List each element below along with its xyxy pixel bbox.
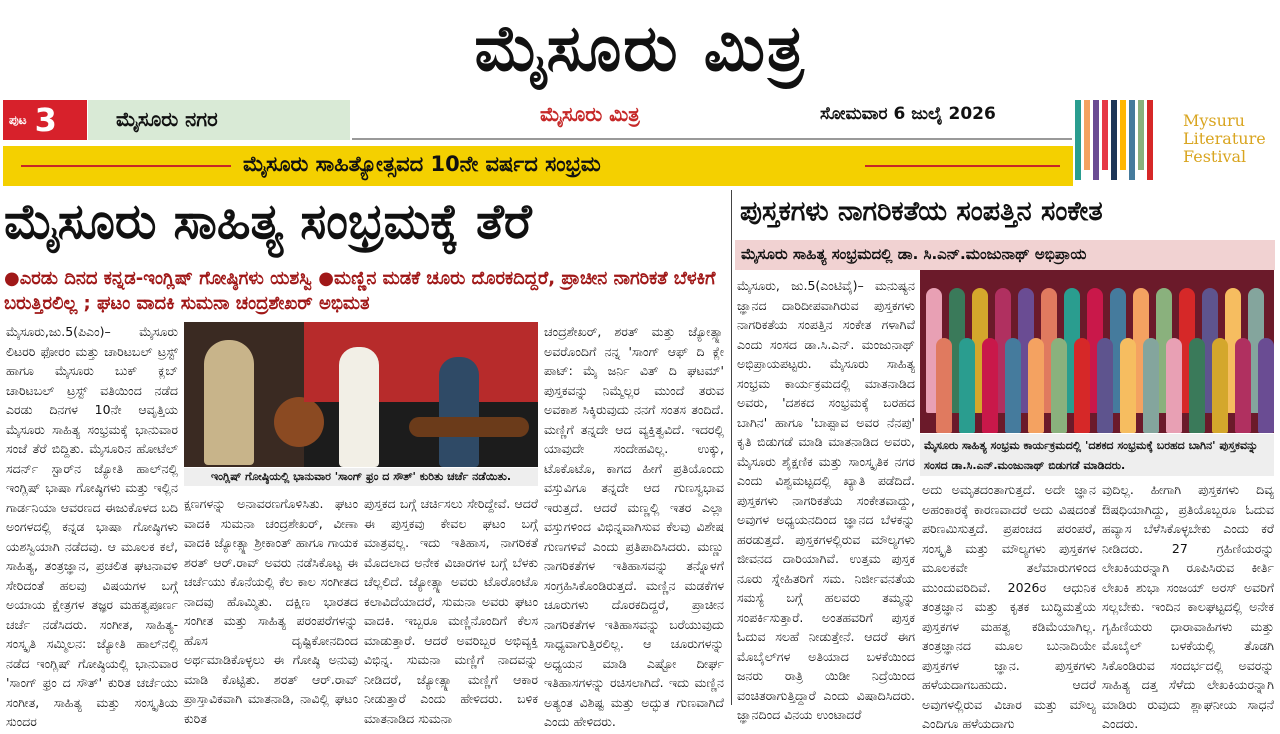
logo-bar: [1102, 100, 1108, 170]
ghatam-pot: [274, 397, 324, 447]
right-headline: ಪುಸ್ತಕಗಳು ನಾಗರಿಕತೆಯ ಸಂಪತ್ತಿನ ಸಂಕೇತ: [740, 196, 1103, 227]
banner-text: ಮೈಸೂರು ಸಾಹಿತ್ಯೋತ್ಸವದ 10ನೇ ವರ್ಷದ ಸಂಭ್ರಮ: [243, 152, 601, 176]
page-label: ಪುಟ: [9, 112, 27, 127]
page-number-box: [3, 100, 87, 140]
newspaper-title: ಮೈಸೂರು ಮಿತ್ರ: [474, 11, 806, 86]
right-col-2: ಅದು ಅಮೃತದಂತಾಗುತ್ತದೆ. ಅದೇ ಜ್ಞಾನ ಅಹಂಕಾರಕ್ಕೆ ಕಾರಣವಾದರೆ ಅದು ವಿಷದಂತೆ ಪರಿಣಮಿಸುತ್ತದೆ. ಪ್ರಪಂಚದ ಪರಂಪರೆ, ಸಂಸ್ಕೃತಿ ಮತ್ತು ಮೌಲ್ಯಗಳು ಪುಸ್ತಕಗಳ ಮೂಲಕವೇ ತಲೆಮಾರುಗಳಿಂದ ಮುಂದುವರಿದಿವೆ. 2026ರ ಆಧುನಿಕ ತಂತ್ರಜ್ಞಾನ ಮತ್ತು ಕೃತಕ ಬುದ್ಧಿಮತ್ತೆಯ ಪುಸ್ತಕಗಳ ಮಹತ್ವ ಕಡಿಮೆಯಾಗಿಲ್ಲ. ತಂತ್ರಜ್ಞಾನದ ಮೂಲ ಬುನಾದಿಯೇ ಪುಸ್ತಕಗಳ ಜ್ಞಾನ. ಪುಸ್ತಕಗಳು ಹಳೆಯದಾಗಬಹುದು. ಆದರೆ ಅವುಗಳಲ್ಲಿರುವ ವಿಚಾರ ಮತ್ತು ಮೌಲ್ಯ ಎಂದಿಗೂ ಹಳೆಯದಾಗು: [922, 482, 1096, 731]
logo-text: [1183, 112, 1266, 166]
group-photo-person: [959, 338, 975, 433]
group-photo-person: [1051, 338, 1067, 433]
masthead: [0, 0, 1280, 98]
banner-rule-left: [21, 165, 231, 167]
column-divider: [731, 190, 732, 705]
logo-bar: [1075, 100, 1081, 180]
singer-figure: [339, 347, 379, 467]
left-col-3: ಪುಸ್ತಕದ ಬಗ್ಗೆ ಚರ್ಚಿಸಲು ಸೇರಿದ್ದೇವೆ. ಆದರೆ ಈ ಪುಸ್ತಕವು ಕೇವಲ ಘಟಂ ಬಗ್ಗೆ ಮಾತ್ರವಲ್ಲ. ಇದು ಇತಿಹಾಸ, ನಾಗರಿಕತೆ ಮೊದಲಾದ ಅನೇಕ ವಿಚಾರಗಳ ಬಗ್ಗೆ ಬೆಳಕು ಚೆಲ್ಲಲಿದೆ. ಜ್ಯೋತ್ಸ್ನಾ ಅವರು ಟೊರೊಂಟೊ ಕಲಾವಿದೆಯಾದರೆ, ಸುಮನಾ ಅವರು ಘಟಂ ವಾದಕಿ. ಇಬ್ಬರೂ ಮಣ್ಣಿನೊಂದಿಗೆ ಕೆಲಸ ಮಾಡುತ್ತಾರೆ. ಆದರೆ ಅವರಿಬ್ಬರ ಅಭಿವ್ಯಕ್ತಿ ವಿಭಿನ್ನ. ಸುಮನಾ ಮಣ್ಣಿಗೆ ನಾದವನ್ನು ನೀಡಿದರೆ, ಜ್ಯೋತ್ಸ್ನಾ ಮಣ್ಣಿಗೆ ಆಕಾರ ನೀಡುತ್ತಾರೆ ಎಂದು ಹೇಳಿದರು. ಬಳಿಕ ಮಾತನಾಡಿದ ಸುಮನಾ: [364, 496, 538, 726]
mini-masthead: ಮೈಸೂರು ಮಿತ್ರ: [540, 102, 640, 126]
right-subhead: ಮೈಸೂರು ಸಾಹಿತ್ಯ ಸಂಭ್ರಮದಲ್ಲಿ ಡಾ. ಸಿ.ಎನ್.ಮಂಜುನಾಥ್ ಅಭಿಪ್ರಾಯ: [741, 245, 1087, 263]
group-photo-person: [1028, 338, 1044, 433]
logo-line-2: Literature: [1183, 129, 1266, 148]
group-photo-person: [1235, 338, 1251, 433]
right-photo: [920, 270, 1274, 433]
group-photo-person: [1005, 338, 1021, 433]
dateline: ಸೋಮವಾರ 6 ಜುಲೈ 2026: [820, 104, 996, 124]
right-subhead-box: [735, 240, 1275, 270]
group-photo-person: [1189, 338, 1205, 433]
logo-line-3: Festival: [1183, 147, 1247, 166]
group-photo-person: [1212, 338, 1228, 433]
logo-bar: [1147, 100, 1153, 180]
page-number: 3: [34, 101, 57, 139]
group-photo-person: [936, 338, 952, 433]
left-subhead: ●ಎರಡು ದಿನದ ಕನ್ನಡ-ಇಂಗ್ಲಿಷ್ ಗೋಷ್ಠಿಗಳು ಯಶಸ್ವಿ ●ಮಣ್ಣಿನ ಮಡಕೆ ಚೂರು ದೊರಕದಿದ್ದರೆ, ಪ್ರಾಚೀನ ನಾಗರಿಕತೆ ಬೆಳಕಿಗೆ ಬರುತ್ತಿರಲಿಲ್ಲ ; ಘಟಂ ವಾದಕಿ ಸುಮನಾ ಚಂದ್ರಶೇಖರ್ ಅಭಿಮತ: [4, 268, 716, 314]
group-photo-person: [1258, 338, 1274, 433]
festival-logo: [1075, 98, 1277, 183]
header-rule: [352, 138, 1072, 140]
left-col-2: ಕ್ಷಣಗಳನ್ನು ಅನಾವರಣಗೊಳಿಸಿತು. ಘಟಂ ವಾದಕಿ ಸುಮನಾ ಚಂದ್ರಶೇಖರ್, ವೀಣಾ ವಾದಕಿ ಜ್ಯೋತ್ಸ್ನಾ ಶ್ರೀಕಾಂತ್ ಹಾಗೂ ಗಾಯಕ ಶರತ್ ಆರ್.ರಾವ್ ಅವರು ನಡೆಸಿಕೊಟ್ಟ ಈ ಚರ್ಚೆಯು ಕೊನೆಯಲ್ಲಿ ಕೆಲ ಕಾಲ ಸಂಗೀತದ ನಾದವು ಹೊಮ್ಮಿತು. ದಕ್ಷಿಣ ಭಾರತದ ಸಂಗೀತ ಮತ್ತು ಸಾಹಿತ್ಯ ಪರಂಪರೆಗಳನ್ನು ಹೊಸ ದೃಷ್ಟಿಕೋನದಿಂದ ಅರ್ಥಮಾಡಿಕೊಳ್ಳಲು ಈ ಗೋಷ್ಠಿ ಅನುವು ಮಾಡಿ ಕೊಟ್ಟಿತು. ಶರತ್ ಆರ್.ರಾವ್ ಪ್ರಾಸ್ತಾವಿಕವಾಗಿ ಮಾತನಾಡಿ, ನಾವಿಲ್ಲಿ ಘಟಂ ಕುರಿತ: [184, 496, 358, 726]
left-col-1: ಮೈಸೂರು,ಜು.5(ಪಿಎಂ)– ಮೈಸೂರು ಲಿಟರರಿ ಫೋರಂ ಮತ್ತು ಚಾರಿಟಬಲ್ ಟ್ರಸ್ಟ್ ಹಾಗೂ ಮೈಸೂರು ಬುಕ್ ಕ್ಲಬ್ ಚಾರಿಟಬಲ್ ಟ್ರಸ್ಟ್ ವತಿಯಿಂದ ನಡೆದ ಎರಡು ದಿನಗಳ 10ನೇ ಆವೃತ್ತಿಯ ಮೈಸೂರು ಸಾಹಿತ್ಯ ಸಂಭ್ರಮಕ್ಕೆ ಭಾನುವಾರ ಸಂಜೆ ತೆರೆ ಬಿದ್ದಿತು. ಮೈಸೂರಿನ ಹೋಟೆಲ್ ಸದರ್ನ್ ಸ್ಟಾರ್‌ನ ಜ್ಯೋತಿ ಹಾಲ್‌ನಲ್ಲಿ ಇಂಗ್ಲಿಷ್ ಭಾಷಾ ಗೋಷ್ಠಿಗಳು ಮತ್ತು ಇಲ್ಲಿನ ಗಾರ್ಡನಿಯಾ ಆವರಣದ ಈಜುಕೊಳದ ಬದಿ ಅಂಗಳದಲ್ಲಿ ಕನ್ನಡ ಭಾಷಾ ಗೋಷ್ಠಿಗಳು ಯಶಸ್ವಿಯಾಗಿ ನಡೆದವು. ಆ ಮೂಲಕ ಕಲೆ, ಸಾಹಿತ್ಯ, ತಂತ್ರಜ್ಞಾನ, ಪ್ರಚಲಿತ ಘಟನಾವಳಿ ಸೇರಿದಂತೆ ಹಲವು ವಿಷಯಗಳ ಬಗ್ಗೆ ಅಯಾಯ ಕ್ಷೇತ್ರಗಳ ತಜ್ಞರ ಮಹತ್ವಪೂರ್ಣ ಚರ್ಚೆ ನಡೆಸಿದರು. ಸಂಗೀತ, ಸಾಹಿತ್ಯ-ಸಂಸ್ಕೃತಿ ಸಮ್ಮಿಲನ: ಜ್ಯೋತಿ ಹಾಲ್‌ನಲ್ಲಿ ನಡೆದ ಇಂಗ್ಲಿಷ್ ಗೋಷ್ಠಿಯಲ್ಲಿ ಭಾನುವಾರ 'ಸಾಂಗ್ ಫ್ರಂ ದ ಸೌತ್' ಕುರಿತ ಚರ್ಚೆಯು ಸಂಗೀತ, ಸಾಹಿತ್ಯ ಮತ್ತು ಸಂಸ್ಕೃತಿಯ ಸುಂದರ: [6, 324, 178, 729]
group-photo-person: [1074, 338, 1090, 433]
group-photo-person: [1120, 338, 1136, 433]
logo-bar: [1120, 100, 1126, 170]
logo-bar: [1111, 100, 1117, 180]
logo-bar: [1138, 100, 1144, 170]
left-photo-caption: ಇಂಗ್ಲಿಷ್ ಗೋಷ್ಠಿಯಲ್ಲಿ ಭಾನುವಾರ 'ಸಾಂಗ್ ಫ್ರಂ ದ ಸೌತ್' ಕುರಿತು ಚರ್ಚೆ ನಡೆಯಿತು.: [184, 468, 538, 486]
logo-bar: [1093, 100, 1099, 180]
veena-instrument: [409, 417, 529, 437]
logo-line-1: Mysuru: [1183, 111, 1245, 130]
logo-bar: [1129, 100, 1135, 180]
section-name: ಮೈಸೂರು ನಗರ: [116, 107, 218, 131]
left-col-4: ಚಂದ್ರಶೇಖರ್, ಶರತ್ ಮತ್ತು ಜ್ಯೋತ್ಸ್ನಾ ಅವರೊಂದಿಗೆ ನನ್ನ 'ಸಾಂಗ್ ಆಫ್ ದಿ ಕ್ಲೇ ಪಾಟ್: ಮೈ ಜರ್ನಿ ವಿತ್ ದಿ ಘಟಮ್' ಪುಸ್ತಕವನ್ನು ನಿಮ್ಮೆಲ್ಲರ ಮುಂದೆ ತರುವ ಅವಕಾಶ ಸಿಕ್ಕಿರುವುದು ನನಗೆ ಸಂತಸ ತಂದಿದೆ. ಮಣ್ಣಿಗೆ ತನ್ನದೇ ಆದ ವ್ಯಕ್ತಿತ್ವವಿದೆ. ಇದರಲ್ಲಿ ಯಾವುದೇ ಸಂದೇಹವಿಲ್ಲ. ಉಕ್ಕು, ಟೊಕೊಟೊ, ಕಾಗದ ಹೀಗೆ ಪ್ರತಿಯೊಂದು ವಸ್ತುವಿಗೂ ತನ್ನದೇ ಆದ ಗುಣಸ್ವಭಾವ ಇರುತ್ತದೆ. ಆದರೆ ಮಣ್ಣಲ್ಲಿ ಇತರ ಎಲ್ಲಾ ವಸ್ತುಗಳಿಂದ ವಿಭಿನ್ನವಾಗಿಸುವ ಕೆಲವು ವಿಶೇಷ ಗುಣಗಳಿವೆ ಎಂದು ಪ್ರತಿಪಾದಿಸಿದರು. ಮಣ್ಣು ನಾಗರಿಕತೆಗಳ ಇತಿಹಾಸವನ್ನು ತನ್ನೊಳಗೆ ಸಂಗ್ರಹಿಸಿಕೊಂಡಿರುತ್ತದೆ. ಮಣ್ಣಿನ ಮಡಕೆಗಳ ಚೂರುಗಳು ದೊರಕದಿದ್ದರೆ, ಪ್ರಾಚೀನ ನಾಗರಿಕತೆಗಳ ಇತಿಹಾಸವನ್ನು ಬರೆಯುವುದು ಸಾಧ್ಯವಾಗುತ್ತಿರಲಿಲ್ಲ. ಆ ಚೂರುಗಳನ್ನು ಅಧ್ಯಯನ ಮಾಡಿ ಎಷ್ಟೋ ದೀರ್ಘ ಇತಿಹಾಸಗಳನ್ನು ರಚಿಸಲಾಗಿದೆ. ಇದು ಮಣ್ಣಿನ ಅತ್ಯಂತ ವಿಶಿಷ್ಟ ಮತ್ತು ಅದ್ಭುತ ಗುಣವಾಗಿದೆ ಎಂದು ಹೇಳಿದರು.: [544, 324, 724, 729]
section-name-box: [88, 100, 350, 140]
banner-rule-right: [865, 165, 1060, 167]
veena-player-figure: [439, 357, 479, 467]
left-photo: [184, 322, 538, 467]
anniversary-banner: [3, 146, 1073, 186]
speaker-figure: [204, 340, 254, 465]
group-photo-person: [1097, 338, 1113, 433]
right-col-3: ವುದಿಲ್ಲ. ಹೀಗಾಗಿ ಪುಸ್ತಕಗಳು ದಿವ್ಯ ಔಷಧಿಯಾಗಿದ್ದು, ಪ್ರತಿಯೊಬ್ಬರೂ ಓದುವ ಹವ್ಯಾಸ ಬೆಳೆಸಿಕೊಳ್ಳಬೇಕು ಎಂದು ಕರೆ ನೀಡಿದರು. 27 ಗ್ರಹಿಣಿಯರನ್ನು ಲೇಖಕಿಯರನ್ನಾಗಿ ರೂಪಿಸಿರುವ ಕೀರ್ತಿ ಲೇಖಕಿ ಶುಭಾ ಸಂಜಯ್ ಅರಸ್ ಅವರಿಗೆ ಸಲ್ಲಬೇಕು. ಇಂದಿನ ಕಾಲಘಟ್ಟದಲ್ಲಿ ಅನೇಕ ಗೃಹಿಣಿಯರು ಧಾರಾವಾಹಿಗಳು ಮತ್ತು ಮೊಬೈಲ್ ಬಳಕೆಯಲ್ಲಿ ತೊಡಗಿ ಸಿಕೊಂಡಿರುವ ಸಂದರ್ಭದಲ್ಲಿ ಅವರನ್ನು ಸಾಹಿತ್ಯ ದತ್ತ ಸೆಳೆದು ಲೇಖಕಿಯರನ್ನಾಗಿ ಮಾಡಿರು ರುವುದು ಶ್ಲಾಘನೀಯ ಸಾಧನೆ ಎಂದರು.: [1102, 482, 1274, 731]
right-col-1: ಮೈಸೂರು, ಜು.5(ಎಂಟಿವೈ)– ಮನುಷ್ಯನ ಜ್ಞಾನದ ದಾರಿದೀಪವಾಗಿರುವ ಪುಸ್ತಕಗಳು ನಾಗರಿಕತೆಯ ಸಂಪತ್ತಿನ ಸಂಕೇತ ಗಳಾಗಿವೆ ಎಂದು ಸಂಸದ ಡಾ.ಸಿ.ಎನ್. ಮಂಜುನಾಥ್ ಅಭಿಪ್ರಾಯಪಟ್ಟರು. ಮೈಸೂರು ಸಾಹಿತ್ಯ ಸಂಭ್ರಮ ಕಾರ್ಯಕ್ರಮದಲ್ಲಿ ಮಾತನಾಡಿದ ಅವರು, 'ದಶಕದ ಸಂಭ್ರಮಕ್ಕೆ ಬರಹದ ಬಾಗಿನ' ಹಾಗೂ 'ಬಾಪ್ಪಾವ ಅವರ ನೆನಪು' ಕೃತಿ ಬಿಡುಗಡೆ ಮಾಡಿ ಮಾತನಾಡಿದ ಅವರು, ಮೈಸೂರು ಶೈಕ್ಷಣಿಕ ಮತ್ತು ಸಾಂಸ್ಕೃತಿಕ ನಗರ ಎಂದು ವಿಶ್ವಮಟ್ಟದಲ್ಲಿ ಖ್ಯಾತಿ ಪಡೆದಿದೆ. ಪುಸ್ತಕಗಳು ನಾಗರಿಕತೆಯ ಸಂಕೇತವಾದ್ದು, ಅವುಗಳ ಅಧ್ಯಯನದಿಂದ ಜ್ಞಾನದ ಬೆಳಕನ್ನು ಹರಡುತ್ತದೆ. ಪುಸ್ತಕಗಳಲ್ಲಿರುವ ಮೌಲ್ಯಗಳು ಜೀವನದ ದಾರಿಯಾಗಿವೆ. ಉತ್ತಮ ಪುಸ್ತಕ ನೂರು ಸ್ನೇಹಿತರಿಗೆ ಸಮ. ನಿರ್ಜೀವನತೆಯ ಸಮಸ್ಯೆ ಬಗ್ಗೆ ಹಲವರು ತಮ್ಮನ್ನು ಸಂಪರ್ಕಿಸುತ್ತಾರೆ. ಅಂತಹವರಿಗೆ ಪುಸ್ತಕ ಓದುವ ಸಲಹೆ ನೀಡುತ್ತೇನೆ. ಆದರೆ ಈಗ ಮೊಬೈಲ್‌ಗಳ ಅತಿಯಾದ ಬಳಕೆಯಿಂದ ಜನರು ರಾತ್ರಿ ಯಿಡೀ ನಿದ್ರೆಯಿಂದ ವಂಚಿತರಾಗುತ್ತಿದ್ದಾರೆ ಎಂದು ವಿಷಾದಿಸಿದರು. ಜ್ಞಾನದಿಂದ ವಿನಯ ಉಂಟಾದರೆ: [737, 278, 915, 722]
group-photo-person: [1166, 338, 1182, 433]
logo-bars-icon: [1075, 100, 1153, 180]
right-photo-caption: ಮೈಸೂರು ಸಾಹಿತ್ಯ ಸಂಭ್ರಮ ಕಾರ್ಯಕ್ರಮದಲ್ಲಿ 'ದಶಕದ ಸಂಭ್ರಮಕ್ಕೆ ಬರಹದ ಬಾಗಿನ' ಪುಸ್ತಕವನ್ನು ಸಂಸದ ಡಾ.ಸಿ.ಎನ್.ಮಂಜುನಾಥ್ ಬಿಡುಗಡೆ ಮಾಡಿದರು.: [920, 434, 1274, 476]
logo-bar: [1084, 100, 1090, 170]
group-photo-person: [982, 338, 998, 433]
group-photo-person: [1143, 338, 1159, 433]
left-headline: ಮೈಸೂರು ಸಾಹಿತ್ಯ ಸಂಭ್ರಮಕ್ಕೆ ತೆರೆ: [4, 192, 532, 250]
